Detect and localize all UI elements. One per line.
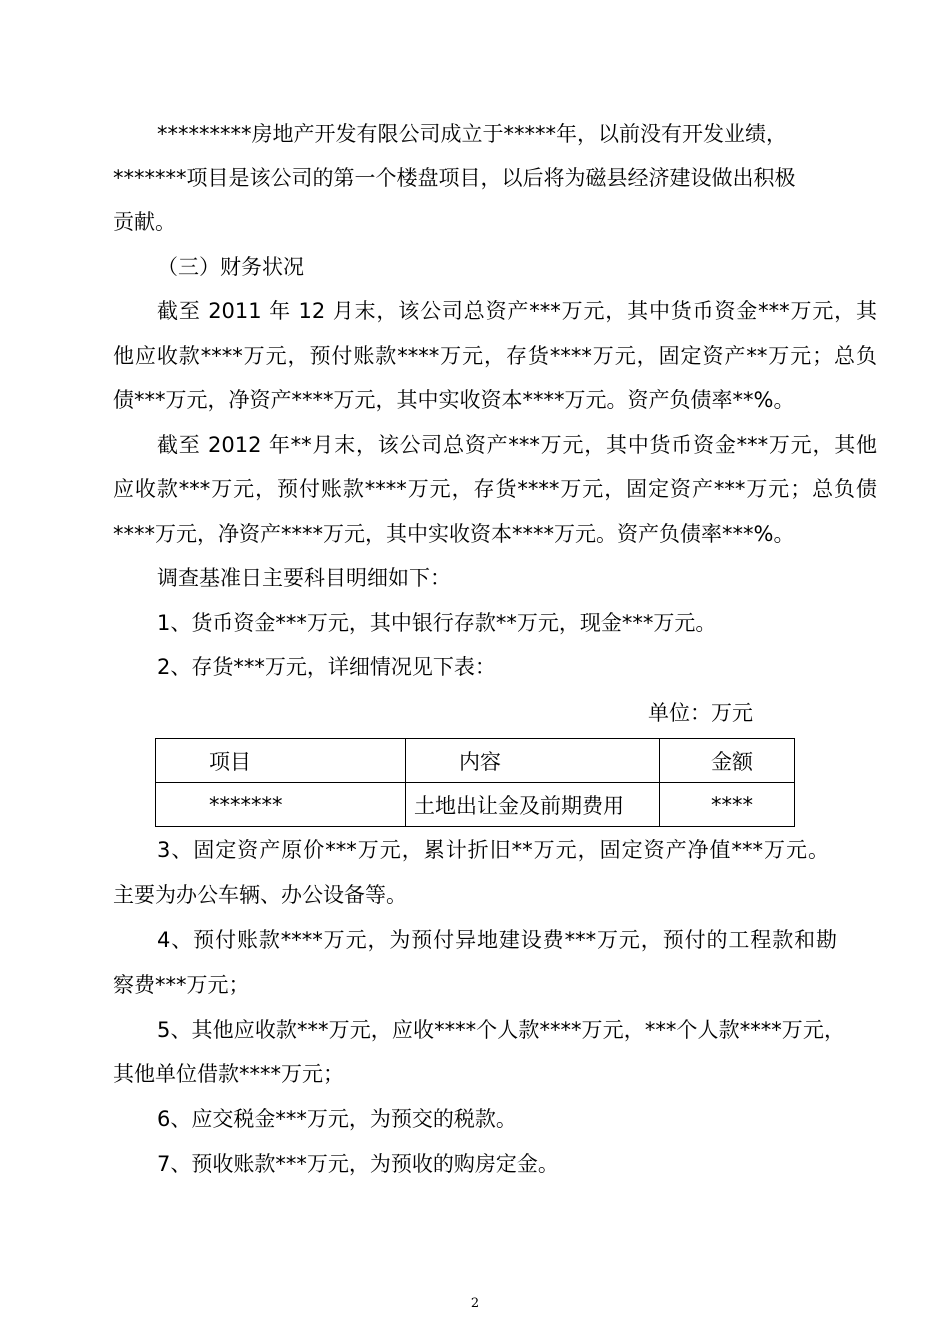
cell-content: 土地出让金及前期费用	[406, 783, 660, 827]
paragraph-2011-line-1: 截至 2011 年 12 月末，该公司总资产***万元，其中货币资金***万元，其	[157, 299, 877, 323]
paragraph-company-line-2: *******项目是该公司的第一个楼盘项目，以后将为磁县经济建设做出积极	[113, 166, 796, 190]
header-cell-amount: 金额	[660, 739, 795, 783]
page-number: 2	[470, 1296, 480, 1311]
paragraph-2011-line-3: 债***万元，净资产****万元，其中实收资本****万元。资产负债率**%。	[113, 388, 795, 412]
item-advance-receipts: 7、预收账款***万元，为预收的购房定金。	[157, 1152, 559, 1176]
inventory-table	[155, 738, 795, 827]
table-row	[156, 783, 795, 827]
header-cell-content: 内容	[406, 739, 660, 783]
item-monetary-funds: 1、货币资金***万元，其中银行存款**万元，现金***万元。	[157, 611, 717, 635]
cell-amount: ****	[660, 783, 795, 827]
section-heading: （三）财务状况	[157, 255, 304, 279]
item-inventory: 2、存货***万元，详细情况见下表：	[157, 655, 496, 679]
paragraph-2011-line-2: 他应收款****万元，预付账款****万元，存货****万元，固定资产**万元；总负	[113, 344, 877, 368]
paragraph-2012-line-2: 应收款***万元，预付账款****万元，存货****万元，固定资产***万元；总负债	[113, 477, 877, 501]
item-fixed-assets-line-2: 主要为办公车辆、办公设备等。	[113, 883, 407, 907]
paragraph-company-line-3: 贡献。	[113, 210, 176, 234]
paragraph-company-line-1: *********房地产开发有限公司成立于*****年，以前没有开发业绩，	[157, 122, 787, 146]
table-header-row	[156, 739, 795, 783]
header-cell-item: 项目	[156, 739, 406, 783]
cell-item: *******	[156, 783, 406, 827]
item-prepayments-line-1: 4、预付账款****万元，为预付异地建设费***万元，预付的工程款和勘	[157, 928, 837, 952]
paragraph-2012-line-3: ****万元，净资产****万元，其中实收资本****万元。资产负债率***%。	[113, 522, 795, 546]
item-other-receivables-line-2: 其他单位借款****万元；	[113, 1062, 344, 1086]
item-other-receivables-line-1: 5、其他应收款***万元，应收****个人款****万元，***个人款****万元，	[157, 1018, 845, 1042]
item-prepayments-line-2: 察费***万元；	[113, 973, 250, 997]
table-unit-label: 单位：万元	[648, 701, 753, 725]
item-taxes-payable: 6、应交税金***万元，为预交的税款。	[157, 1107, 517, 1131]
item-fixed-assets-line-1: 3、固定资产原价***万元，累计折旧**万元，固定资产净值***万元。	[157, 838, 829, 862]
paragraph-2012-line-1: 截至 2012 年**月末，该公司总资产***万元，其中货币资金***万元，其他	[157, 433, 877, 457]
details-intro: 调查基准日主要科目明细如下：	[157, 566, 451, 590]
